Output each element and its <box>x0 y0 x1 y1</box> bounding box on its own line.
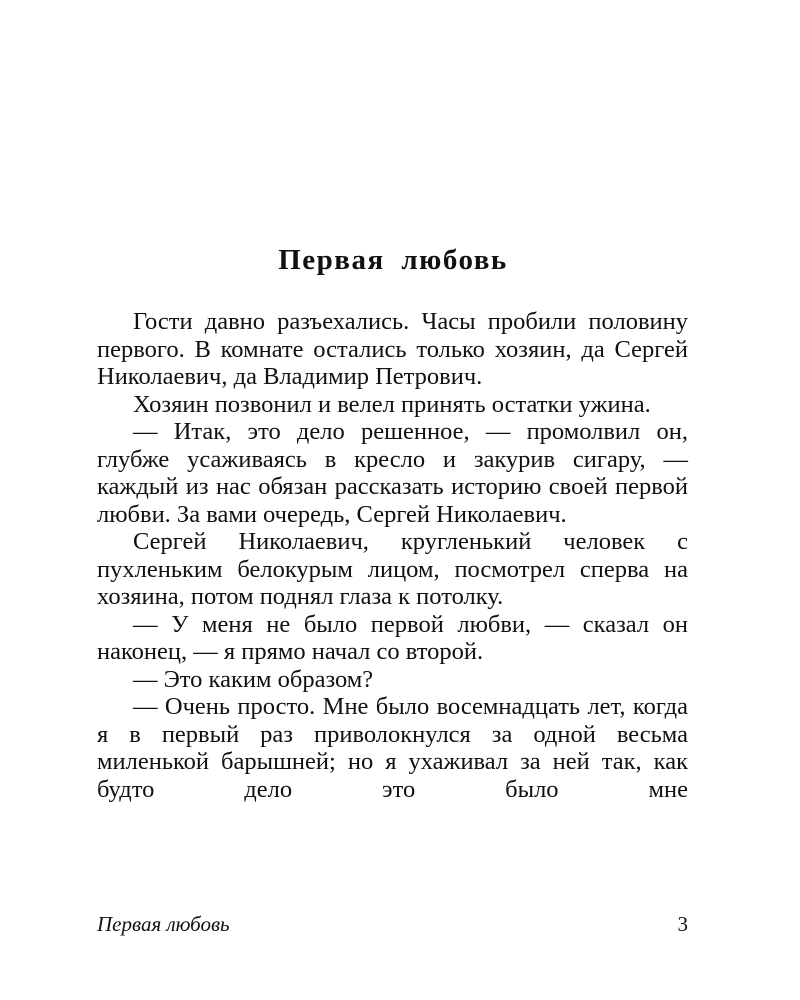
paragraph: — У меня не было первой любви, — сказал он наконец, — я прямо начал со второй. <box>97 610 688 665</box>
paragraph: — Очень просто. Мне было восемнадцать лет, когда я в первый раз приволокнулся за одной весьма миленькой барышней; но я ухаживал за ней так, как будто дело это было мне <box>97 693 688 803</box>
paragraph: Сергей Николаевич, кругленький человек с пухленьким белокурым лицом, посмотрел сперва на хозяина, потом поднял глаза к потолку. <box>97 528 688 610</box>
paragraph: Гости давно разъехались. Часы пробили половину первого. В комнате остались только хозяин, да Сергей Николаевич, да Владимир Петрович. <box>97 308 688 390</box>
chapter-title: Первая любовь <box>278 244 508 276</box>
body-text <box>97 308 688 803</box>
paragraph: Хозяин позвонил и велел принять остатки ужина. <box>133 390 651 418</box>
paragraph: — Это каким образом? <box>133 665 374 693</box>
page-number: 3 <box>677 912 688 936</box>
paragraph: — Итак, это дело решенное, — промолвил он, глубже усаживаясь в кресло и закурив сигару, — каждый из нас обязан рассказать историю своей первой любви. За вами очередь, Сергей Николаевич. <box>97 418 688 528</box>
running-title: Первая любовь <box>97 912 230 936</box>
